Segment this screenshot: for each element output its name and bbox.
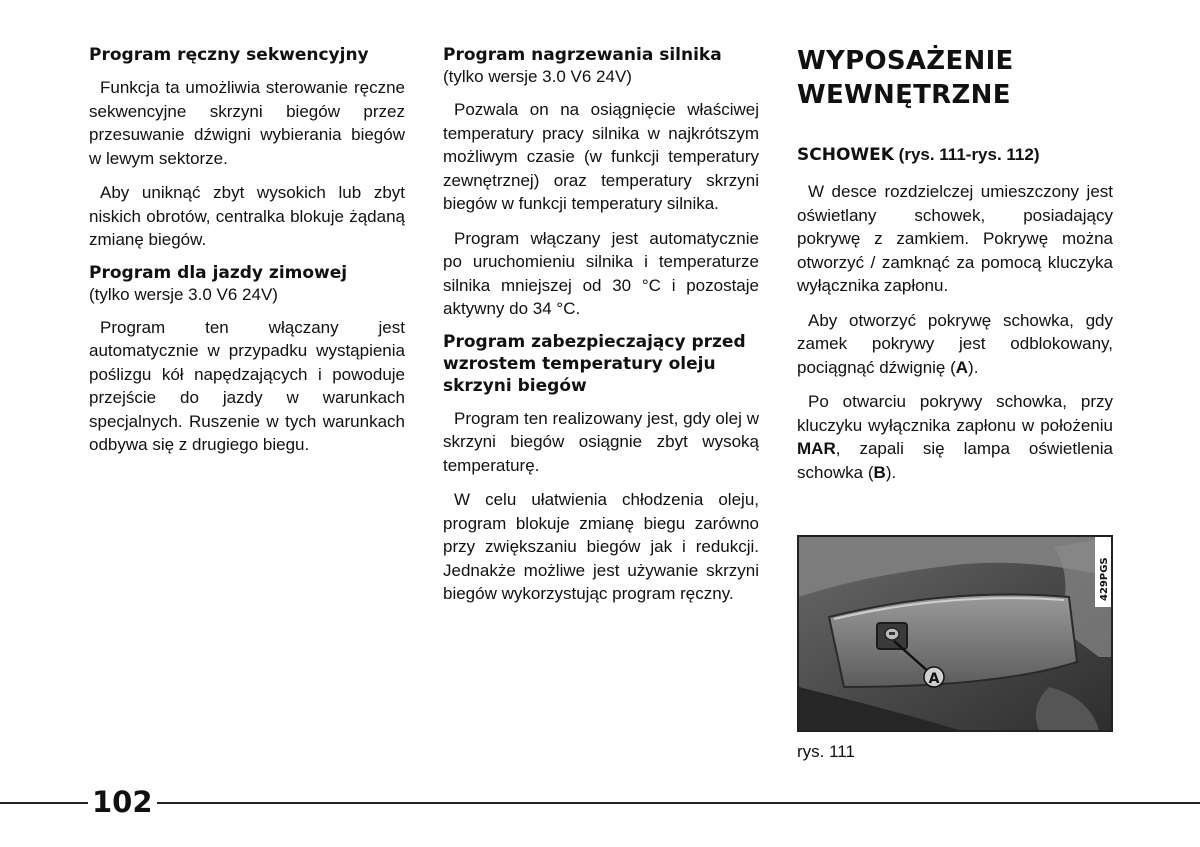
- section-ref: (rys. 111-rys. 112): [893, 145, 1040, 164]
- glovebox-photo: [797, 535, 1113, 732]
- paragraph: W desce rozdzielczej umieszczony jest oświetlany schowek, posiadający pokrywę z zamkiem. Pokrywę można otworzyć / zamknąć za pomocą kluczyka wyłącznika zapłonu.: [797, 182, 1113, 295]
- paragraph: Aby uniknąć zbyt wysokich lub zbyt niskich obrotów, centralka blokuje żądaną zmianę biegów.: [89, 183, 405, 249]
- glovebox-illustration: [799, 537, 1111, 730]
- paragraph: Program ten realizowany jest, gdy olej w skrzyni biegów osiągnie zbyt wysoką temperaturę.: [443, 408, 759, 475]
- figure-code: 429PGS: [1099, 557, 1110, 601]
- label-a-ref: A: [955, 357, 969, 377]
- figure-caption: rys. 111: [797, 742, 855, 761]
- text: Po otwarciu pokrywy schowka, przy kluczyku wyłącznika zapłonu w położeniu: [797, 392, 1113, 435]
- column-3: [797, 44, 1113, 494]
- section-key: SCHOWEK: [797, 145, 894, 165]
- section-title: [797, 44, 1113, 112]
- label-b-ref: B: [873, 462, 886, 482]
- heading-subtitle: (tylko wersje 3.0 V6 24V): [89, 284, 278, 304]
- column-2: [443, 44, 759, 616]
- text: Aby otworzyć pokrywę schowka, gdy zamek pokrywy jest odblokowany, pociągnąć dźwignię (: [797, 310, 1113, 377]
- heading-engine-warmup: Program nagrzewania silnika: [443, 45, 722, 65]
- section-heading: [797, 144, 1113, 166]
- heading-manual-sequential: Program ręczny sekwencyjny: [89, 45, 369, 65]
- heading-oil-protection: Program zabezpieczający przed wzrostem temperatury oleju skrzyni biegów: [443, 331, 746, 396]
- paragraph: W celu ułatwienia chłodzenia oleju, program blokuje zmianę biegu zarówno przy zwiększaniu biegów jak i redukcji. Jednakże możliwe jest używanie skrzyni biegów wykorzystując program ręczny.: [443, 490, 759, 603]
- section-title-line1: WYPOSAŻENIE: [797, 46, 1014, 76]
- footer-rule: [0, 802, 1200, 804]
- text: ).: [885, 462, 897, 482]
- text: ).: [968, 357, 979, 377]
- mar-position: MAR: [797, 439, 836, 458]
- page-number: 102: [88, 784, 157, 820]
- section-title-line2: WEWNĘTRZNE: [797, 80, 1011, 110]
- text: , zapali się lampa oświetlenia schowka (: [797, 439, 1113, 482]
- paragraph: [797, 309, 1113, 380]
- paragraph: Program ten włączany jest automatycznie w przypadku wystąpienia poślizgu kół napędzających i powoduje przejście do jazdy w warunkach specjalnych. Ruszenie w tych warunkach odbywa się z drugiego biegu.: [89, 317, 405, 454]
- paragraph: Funkcja ta umożliwia sterowanie ręczne sekwencyjne skrzyni biegów przez przesuwanie dźwigni wybierania biegów w lewym sektorze.: [89, 78, 405, 168]
- heading-winter-program: Program dla jazdy zimowej: [89, 262, 348, 283]
- column-1: [89, 44, 405, 467]
- paragraph: [797, 390, 1113, 484]
- paragraph: Program włączany jest automatycznie po uruchomieniu silnika i temperaturze silnika mniejszej od 30 °C i pozostaje aktywny do 34 °C.: [443, 228, 759, 318]
- paragraph: Pozwala on na osiągnięcie właściwej temperatury pracy silnika w najkrótszym możliwym czasie (w funkcji temperatury zewnętrznej) oraz temperatury skrzyni biegów w funkcji temperatury silnika.: [443, 100, 759, 213]
- callout-a-label: A: [928, 671, 940, 687]
- heading-subtitle: (tylko wersje 3.0 V6 24V): [443, 67, 632, 86]
